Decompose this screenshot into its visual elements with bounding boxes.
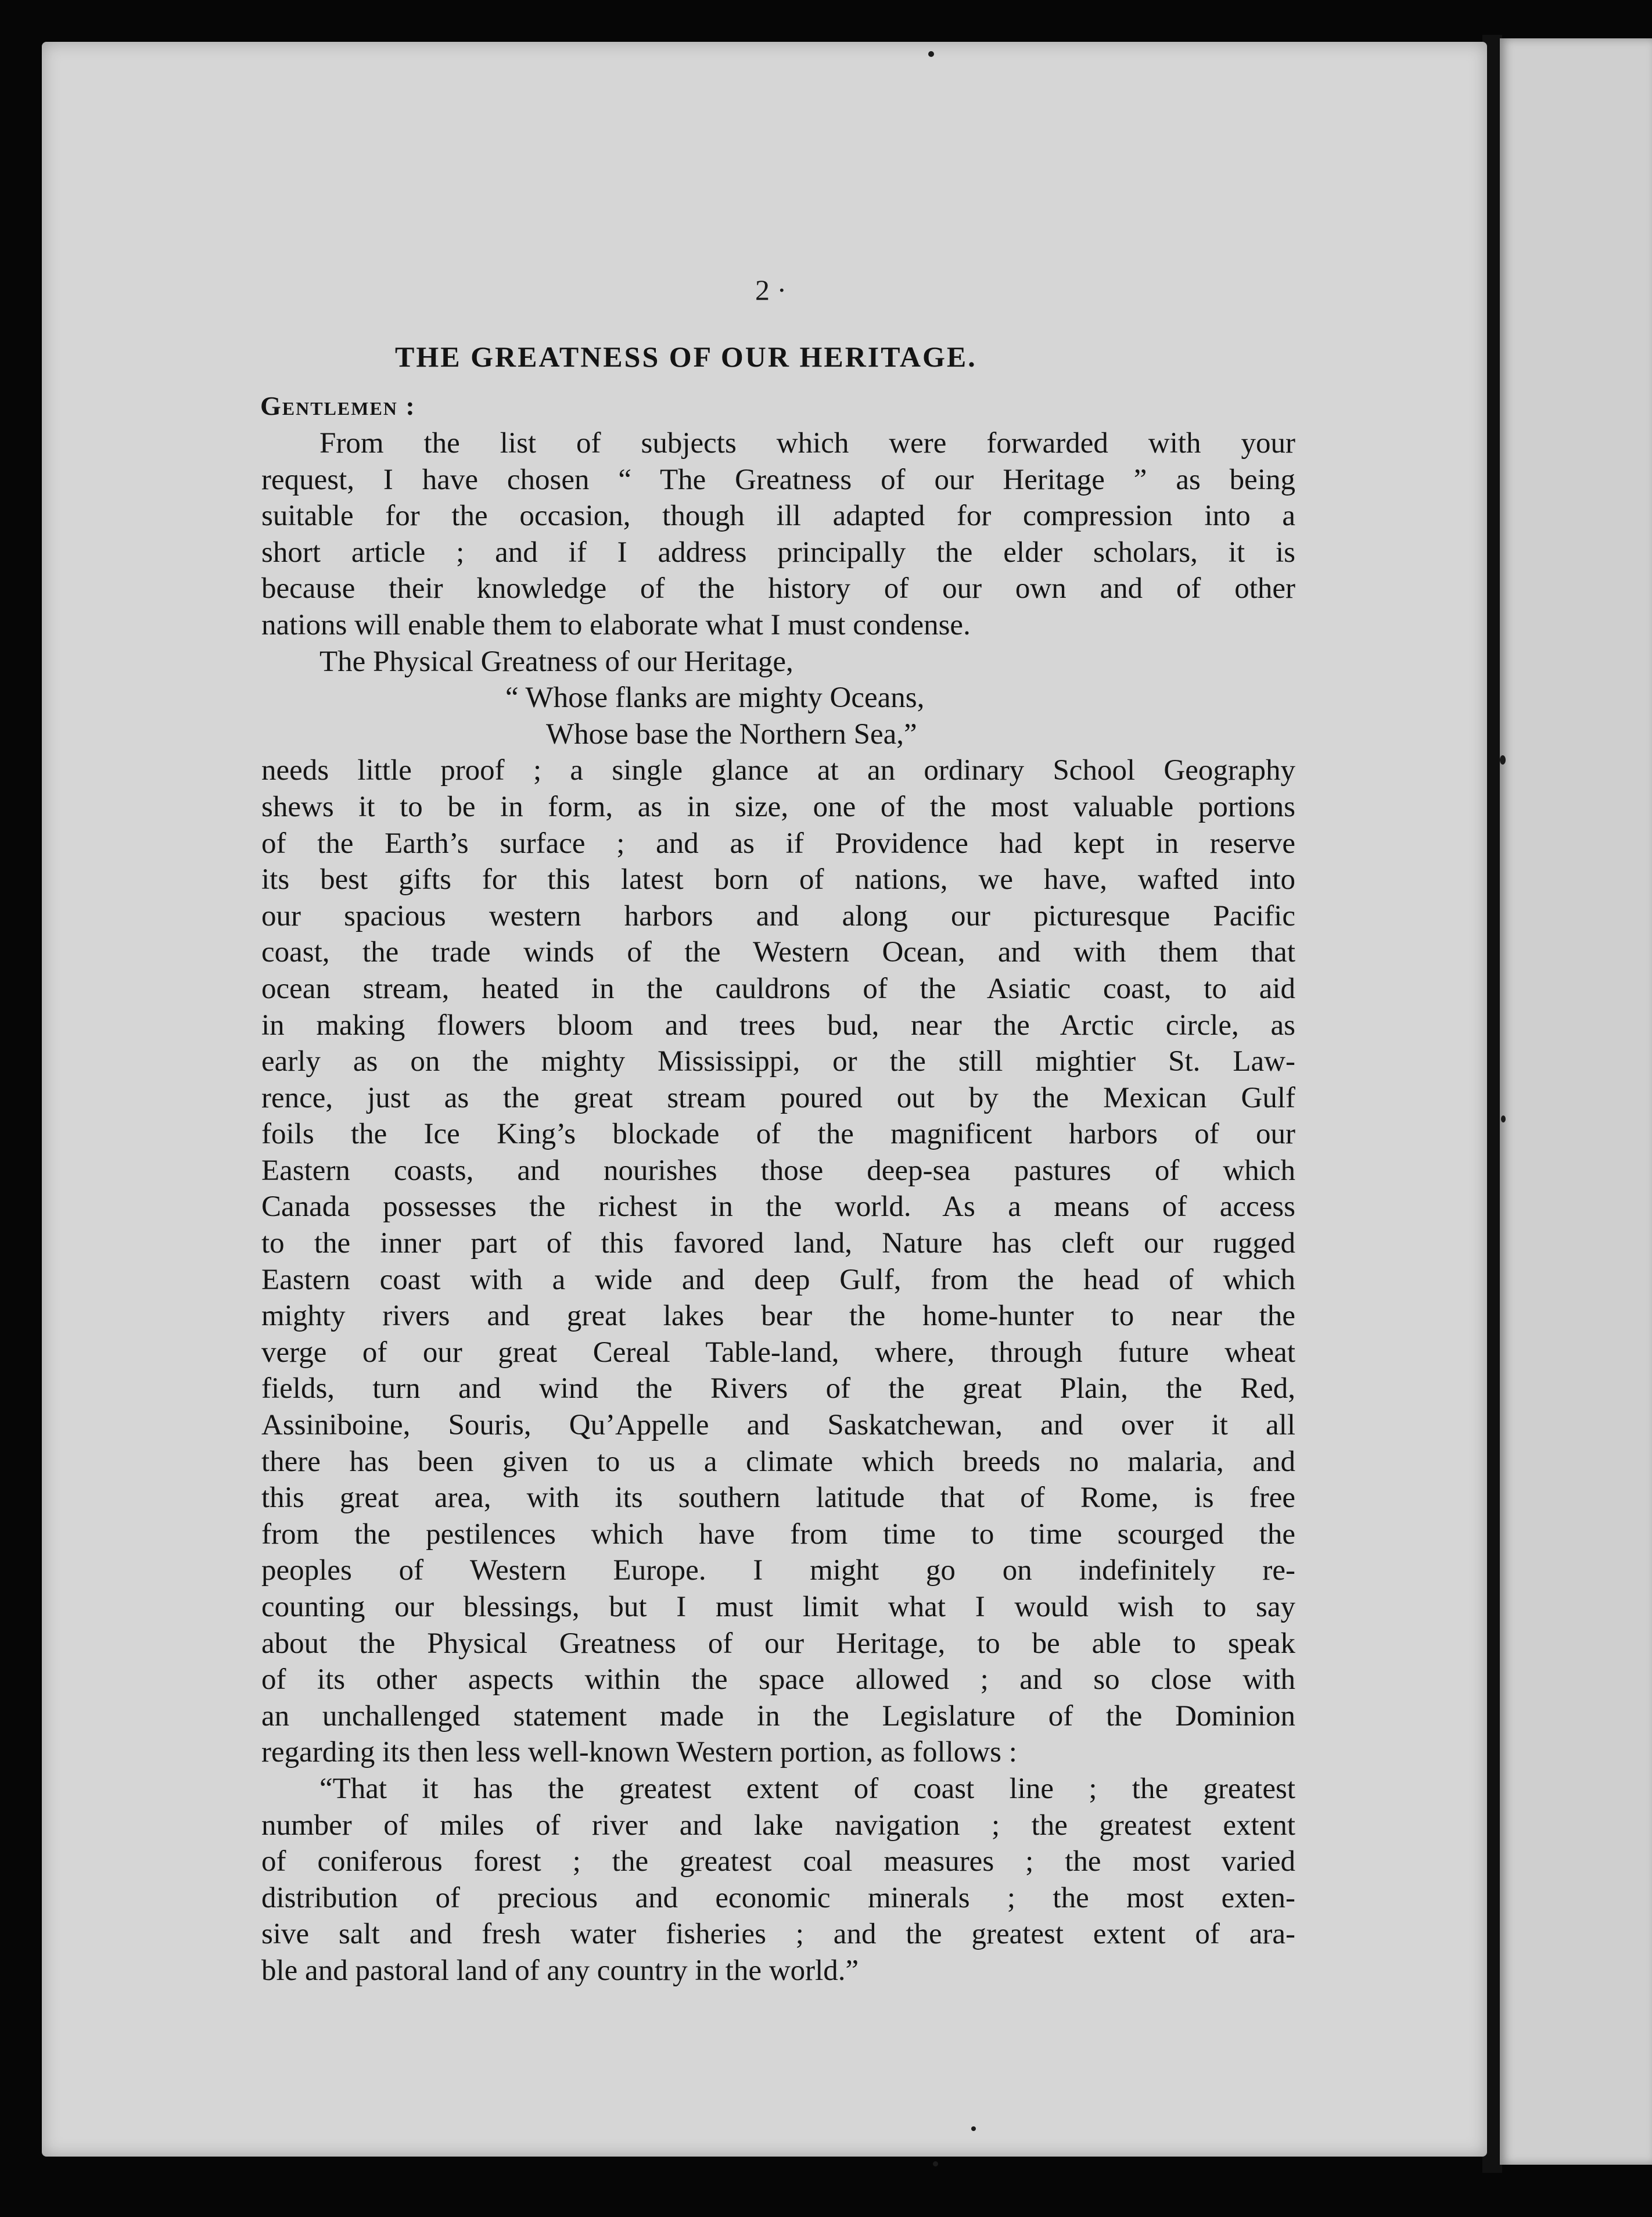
text-line: our spacious western harbors and along our picturesque Pacific [261, 899, 1295, 932]
body-text [261, 425, 1295, 1989]
text-line: needs little proof ; a single glance at an ordinary School Geography [261, 754, 1295, 787]
text-line: Eastern coasts, and nourishes those deep-sea pastures of which [261, 1154, 1295, 1187]
text-line: peoples of Western Europe. I might go on indefinitely re- [261, 1554, 1295, 1587]
text-line: request, I have chosen “ The Greatness of our Heritage ” as being [261, 463, 1295, 496]
text-line: of its other aspects within the space allowed ; and so close with [261, 1663, 1295, 1696]
text-line: counting our blessings, but I must limit what I would wish to say [261, 1591, 1295, 1623]
verse-line: “ Whose flanks are mighty Oceans, [505, 681, 925, 715]
text-line: regarding its then less well-known Western portion, as follows : [261, 1736, 1017, 1769]
scan-speck [971, 2126, 976, 2131]
text-line: early as on the mighty Mississippi, or the still mightier St. Law- [261, 1045, 1295, 1078]
text-line: Assiniboine, Souris, Qu’Appelle and Saskatchewan, and over it all [261, 1409, 1295, 1442]
text-line: ble and pastoral land of any country in the world.” [261, 1954, 859, 1987]
text-line: in making flowers bloom and trees bud, near the Arctic circle, as [261, 1009, 1295, 1042]
text-line: of coniferous forest ; the greatest coal measures ; the most varied [261, 1845, 1295, 1878]
salutation: Gentlemen : [260, 391, 416, 421]
text-line: from the pestilences which have from time to time scourged the [261, 1518, 1295, 1551]
page-title: THE GREATNESS OF OUR HERITAGE. [395, 340, 977, 373]
text-line: number of miles of river and lake navigation ; the greatest extent [261, 1809, 1295, 1842]
text-line: fields, turn and wind the Rivers of the great Plain, the Red, [261, 1372, 1295, 1405]
text-line: coast, the trade winds of the Western Ocean, and with them that [261, 936, 1295, 969]
text-line: short article ; and if I address principally the elder scholars, it is [261, 536, 1295, 569]
scan-speck [1501, 1115, 1506, 1122]
page-number: 2 · [755, 274, 787, 306]
text-line: to the inner part of this favored land, Nature has cleft our rugged [261, 1227, 1295, 1260]
scan-speck [933, 2161, 938, 2166]
text-line: rence, just as the great stream poured out by the Mexican Gulf [261, 1081, 1295, 1114]
text-line: nations will enable them to elaborate what I must condense. [261, 608, 971, 641]
text-line: its best gifts for this latest born of nations, we have, wafted into [261, 863, 1295, 896]
text-line: there has been given to us a climate which breeds no malaria, and [261, 1445, 1295, 1478]
text-line: From the list of subjects which were forwarded with your [319, 427, 1295, 460]
text-line: distribution of precious and economic minerals ; the most exten- [261, 1881, 1295, 1914]
facing-page-edge [1500, 38, 1652, 2165]
text-line: “That it has the greatest extent of coast line ; the greatest [319, 1772, 1295, 1805]
text-line: of the Earth’s surface ; and as if Providence had kept in reserve [261, 827, 1295, 860]
text-line: ocean stream, heated in the cauldrons of the Asiatic coast, to aid [261, 972, 1295, 1005]
text-line: about the Physical Greatness of our Heritage, to be able to speak [261, 1627, 1295, 1660]
text-line: verge of our great Cereal Table-land, where, through future wheat [261, 1336, 1295, 1369]
text-line: this great area, with its southern latitude that of Rome, is free [261, 1481, 1295, 1515]
text-line: suitable for the occasion, though ill adapted for compression into a [261, 500, 1295, 533]
scan-speck [1500, 755, 1506, 765]
text-line: Eastern coast with a wide and deep Gulf, from the head of which [261, 1263, 1295, 1296]
text-line: mighty rivers and great lakes bear the home-hunter to near the [261, 1300, 1295, 1333]
text-line: shews it to be in form, as in size, one of the most valuable portions [261, 790, 1295, 823]
text-line: sive salt and fresh water fisheries ; and the greatest extent of ara- [261, 1918, 1295, 1951]
text-line: The Physical Greatness of our Heritage, [319, 645, 793, 678]
verse-line: Whose base the Northern Sea,” [546, 718, 917, 751]
text-line: foils the Ice King’s blockade of the magnificent harbors of our [261, 1118, 1295, 1151]
scan-speck [928, 51, 934, 57]
text-line: an unchallenged statement made in the Legislature of the Dominion [261, 1699, 1295, 1732]
text-line: because their knowledge of the history of our own and of other [261, 572, 1295, 605]
text-line: Canada possesses the richest in the world. As a means of access [261, 1190, 1295, 1224]
